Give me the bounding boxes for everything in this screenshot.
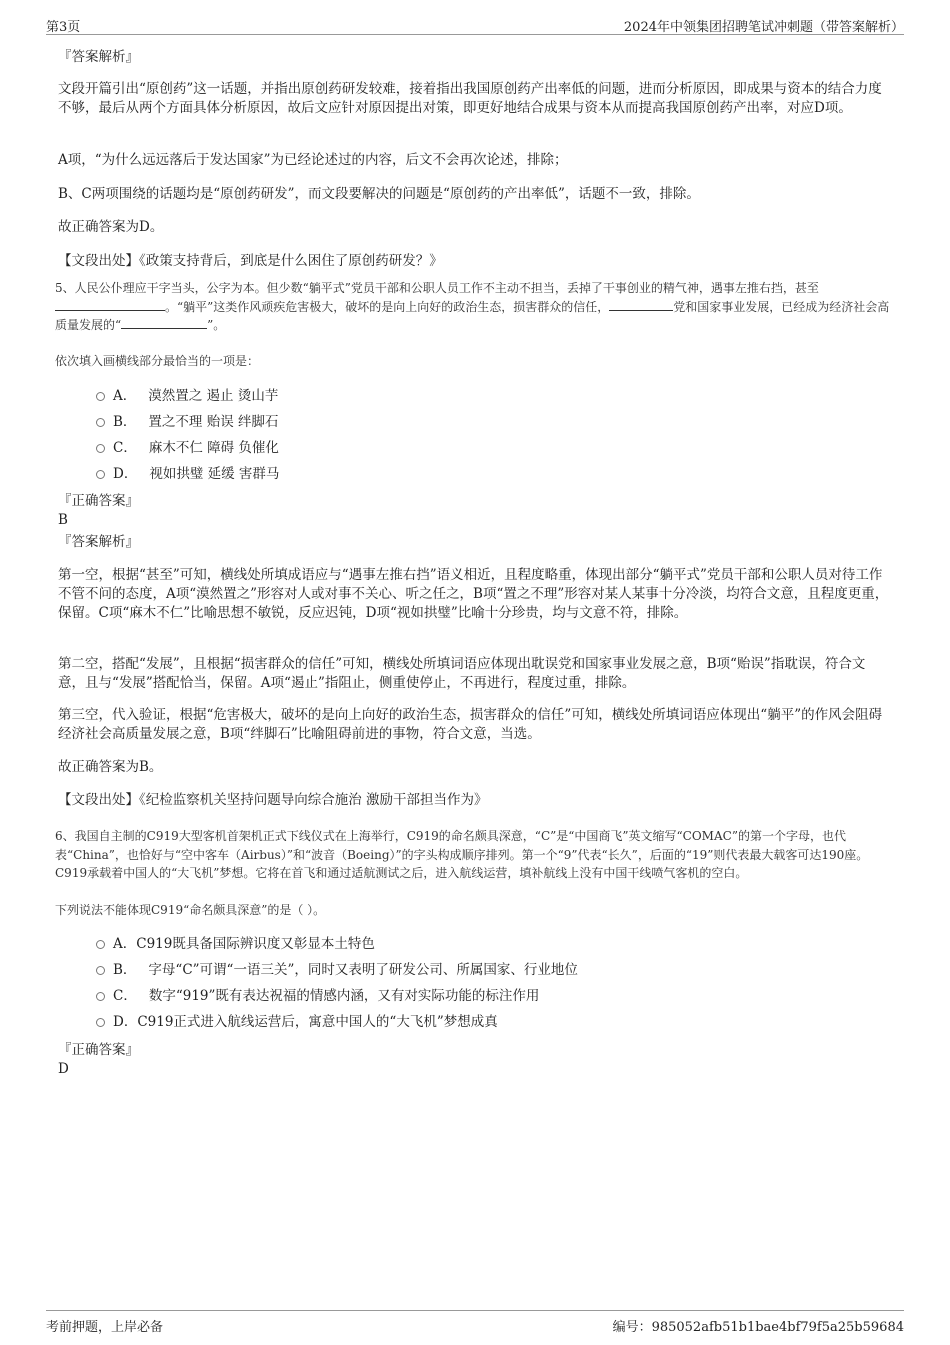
page-footer (46, 1310, 904, 1337)
radio-icon[interactable] (96, 940, 105, 949)
page-number: 第3页 (46, 20, 81, 35)
conclusion: 故正确答案为B。 (58, 759, 163, 775)
analysis-paragraph: 第二空，搭配“发展”，且根据“损害群众的信任”可知，横线处所填词语应体现出耽误党和国家事业发展之意，B项“贻误”指耽误，符合文意，且与“发展”搭配恰当，保留。A项“遏止”指阻止，侧重使停止，不再进行，程度过重，排除。 (58, 656, 866, 691)
radio-icon[interactable] (96, 418, 105, 427)
option-d[interactable]: D．C919正式进入航线运营后，寓意中国人的“大飞机”梦想成真 (96, 1013, 498, 1032)
option-b[interactable]: B． 置之不理 贻误 绊脚石 (96, 413, 279, 432)
radio-icon[interactable] (96, 444, 105, 453)
analysis-heading: 『答案解析』 (58, 49, 139, 65)
source-citation: 【文段出处】《政策支持背后，到底是什么困住了原创药研发？》 (58, 253, 443, 269)
correct-answer: D (58, 1061, 69, 1077)
fill-blank (609, 298, 673, 311)
question-stem: 5、人民公仆理应干字当头，公字为本。但少数“躺平式”党员干部和公职人员工作不主动不担当，丢掉了干事创业的精气神，遇事左推右挡，甚至。“躺平”这类作风顽疾危害极大，破坏的是向上向好的政治生态，损害群众的信任， 党和国家事业发展，已经成为经济社会高质量发展的“ ”。 (55, 281, 890, 332)
document-id: 编号：985052afb51b1bae4bf79f5a25b59684 (612, 1320, 904, 1335)
source-citation: 【文段出处】《纪检监察机关坚持问题导向综合施治 激励干部担当作为》 (58, 792, 488, 808)
footer-slogan: 考前押题，上岸必备 (46, 1320, 164, 1335)
analysis-paragraph: B、C两项围绕的话题均是“原创药研发”，而文段要解决的问题是“原创药的产出率低”，话题不一致，排除。 (58, 186, 700, 202)
answer-heading: 『正确答案』 (58, 493, 139, 509)
question-prompt: 依次填入画横线部分最恰当的一项是： (55, 354, 260, 368)
answer-heading: 『正确答案』 (58, 1042, 139, 1058)
option-d[interactable]: D． 视如拱璧 延缓 害群马 (96, 465, 279, 484)
radio-icon[interactable] (96, 966, 105, 975)
analysis-paragraph: 文段开篇引出“原创药”这一话题，并指出原创药研发较难，接着指出我国原创药产出率低的问题，进而分析原因，即成果与资本的结合力度不够，最后从两个方面具体分析原因，故后文应针对原因提出对策，即更好地结合成果与资本从而提高我国原创药产出率，对应D项。 (58, 81, 882, 116)
analysis-heading: 『答案解析』 (58, 534, 139, 550)
analysis-paragraph: A项，“为什么远远落后于发达国家”为已经论述过的内容，后文不会再次论述，排除； (58, 152, 568, 168)
option-a[interactable]: A．C919既具备国际辨识度又彰显本土特色 (96, 935, 375, 954)
correct-answer: B (58, 512, 68, 528)
radio-icon[interactable] (96, 470, 105, 479)
fill-blank (55, 298, 165, 311)
fill-blank (121, 316, 207, 329)
option-c[interactable]: C． 麻木不仁 障碍 负催化 (96, 439, 279, 458)
question-stem: 6、我国自主制的C919大型客机首架机正式下线仪式在上海举行，C919的命名颇具深意，“C”是“中国商飞”英文缩写“COMAC”的第一个字母，也代表“China”，也恰好与“空中客车（Airbus）”和“波音（Boeing）”的字头构成顺序排列。第一个“9”代表“长久”，后面的“19”则代表最大载客可达190座。C919承载着中国人的“大飞机”梦想。它将在首飞和通过适航测试之后，进入航线运营，填补航线上没有中国干线喷气客机的空白。 (55, 829, 869, 880)
option-a[interactable]: A． 漠然置之 遏止 烫山芋 (96, 387, 278, 406)
conclusion: 故正确答案为D。 (58, 219, 164, 235)
radio-icon[interactable] (96, 992, 105, 1001)
radio-icon[interactable] (96, 392, 105, 401)
document-title: 2024年中领集团招聘笔试冲刺题（带答案解析） (623, 20, 904, 35)
page-header (46, 14, 904, 35)
option-b[interactable]: B． 字母“C”可谓“一语三关”，同时又表明了研发公司、所属国家、行业地位 (96, 961, 578, 980)
option-c[interactable]: C． 数字“919”既有表达祝福的情感内涵，又有对实际功能的标注作用 (96, 987, 539, 1006)
question-prompt: 下列说法不能体现C919“命名颇具深意”的是（ ）。 (55, 903, 326, 917)
analysis-paragraph: 第一空，根据“甚至”可知，横线处所填成语应与“遇事左推右挡”语义相近，且程度略重，体现出部分“躺平式”党员干部和公职人员对待工作不管不问的态度，A项“漠然置之”形容对人或对事不关心、听之任之，B项“置之不理”形容对某人某事十分冷淡，均符合文意，且程度更重，保留。C项“麻木不仁”比喻思想不敏锐，反应迟钝，D项“视如拱璧”比喻十分珍贵，均与文意不符，排除。 (58, 567, 889, 621)
analysis-paragraph: 第三空，代入验证，根据“危害极大，破坏的是向上向好的政治生态，损害群众的信任”可知，横线处所填词语应体现出“躺平”的作风会阻碍经济社会高质量发展之意，B项“绊脚石”比喻阻碍前进的事物，符合文意，当选。 (58, 707, 883, 742)
radio-icon[interactable] (96, 1018, 105, 1027)
